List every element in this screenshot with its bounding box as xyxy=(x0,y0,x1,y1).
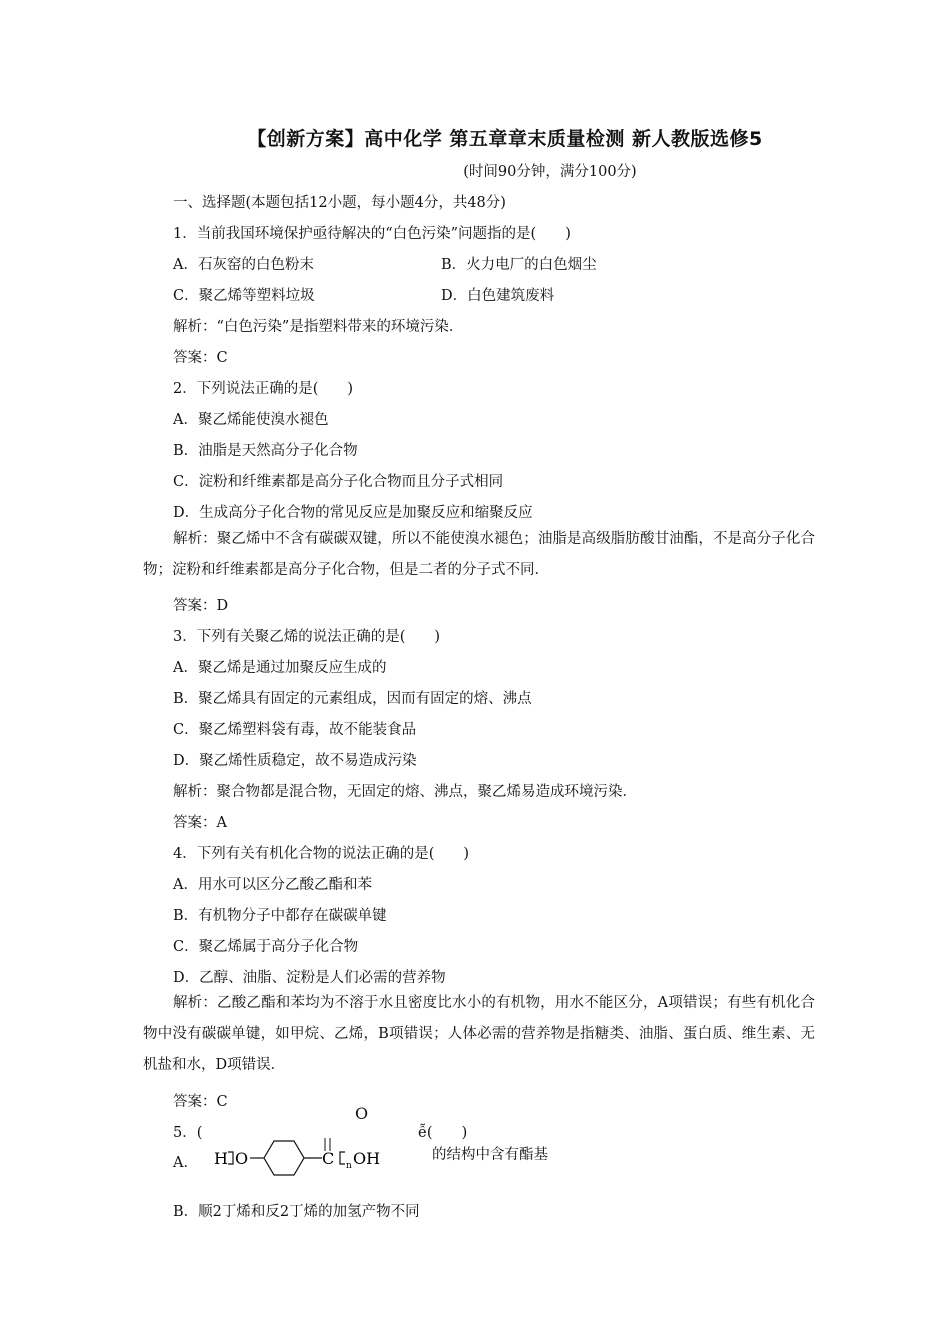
q4-option-b: B．有机物分子中都存在碳碳单键 xyxy=(173,908,387,924)
q4-stem: 4．下列有关有机化合物的说法正确的是( ) xyxy=(173,846,470,862)
q1-option-b: B．火力电厂的白色烟尘 xyxy=(441,257,597,273)
formula-h: H xyxy=(214,1149,228,1168)
q4-option-d: D．乙醇、油脂、淀粉是人们必需的营养物 xyxy=(173,970,446,986)
q3-option-c: C．聚乙烯塑料袋有毒，故不能装食品 xyxy=(173,722,417,738)
q5-option-b: B．顺2丁烯和反2丁烯的加氢产物不同 xyxy=(173,1204,420,1220)
q5-option-a-text: 的结构中含有酯基 xyxy=(432,1147,548,1163)
section-heading: 一、选择题(本题包括12小题，每小题4分，共48分) xyxy=(173,195,506,211)
q5-option-a-label: A． xyxy=(173,1155,198,1171)
q4-option-c: C．聚乙烯属于高分子化合物 xyxy=(173,939,359,955)
q1-stem: 1．当前我国环境保护亟待解决的“白色污染”问题指的是( ) xyxy=(173,226,571,242)
formula-n: n xyxy=(346,1161,352,1171)
structural-formula xyxy=(212,1130,412,1180)
q3-option-b: B．聚乙烯具有固定的元素组成，因而有固定的熔、沸点 xyxy=(173,691,532,707)
q5-stem-right: ễ( ) xyxy=(418,1125,468,1141)
q2-stem: 2．下列说法正确的是( ) xyxy=(173,381,354,397)
q4-analysis: 解析：乙酸乙酯和苯均为不溶于水且密度比水小的有机物，用水不能区分，A项错误；有些有机化合物中没有碳碳单键，如甲烷、乙烯，B项错误；人体必需的营养物是指糖类、油脂、蛋白质、维生素、无机盐和水，D项错误． xyxy=(143,995,815,1073)
formula-o: O xyxy=(235,1149,249,1168)
formula-bracket-right xyxy=(340,1152,345,1164)
q2-option-a: A．聚乙烯能使溴水褪色 xyxy=(173,412,329,428)
q1-option-a: A．石灰窑的白色粉末 xyxy=(173,257,314,273)
q3-option-a: A．聚乙烯是通过加聚反应生成的 xyxy=(173,660,387,676)
q1-option-c: C．聚乙烯等塑料垃圾 xyxy=(173,288,315,304)
q1-option-d: D．白色建筑废料 xyxy=(441,288,555,304)
q1-analysis: 解析：“白色污染”是指塑料带来的环境污染． xyxy=(173,319,464,335)
formula-oh: OH xyxy=(353,1149,381,1168)
q2-analysis: 解析：聚乙烯中不含有碳碳双键，所以不能使溴水褪色；油脂是高级脂肪酸甘油酯，不是高分子化合物；淀粉和纤维素都是高分子化合物，但是二者的分子式不同． xyxy=(143,531,815,578)
page-title: 【创新方案】高中化学 第五章章末质量检测 新人教版选修5 xyxy=(247,128,763,150)
q2-answer: 答案：D xyxy=(173,598,229,614)
exam-time-note: (时间90分钟，满分100分) xyxy=(463,164,637,180)
formula-bracket-left xyxy=(228,1152,233,1164)
q2-option-b: B．油脂是天然高分子化合物 xyxy=(173,443,358,459)
benzene-ring xyxy=(264,1141,304,1175)
q3-analysis: 解析：聚合物都是混合物，无固定的熔、沸点，聚乙烯易造成环境污染． xyxy=(173,784,637,800)
q3-stem: 3．下列有关聚乙烯的说法正确的是( ) xyxy=(173,629,441,645)
q1-answer: 答案：C xyxy=(173,350,228,366)
q5-stem-left: 5．( xyxy=(173,1125,203,1141)
q3-answer: 答案：A xyxy=(173,815,227,831)
q2-option-d: D．生成高分子化合物的常见反应是加聚反应和缩聚反应 xyxy=(173,505,533,521)
formula-c: C xyxy=(322,1149,335,1168)
q4-option-a: A．用水可以区分乙酸乙酯和苯 xyxy=(173,877,372,893)
q2-option-c: C．淀粉和纤维素都是高分子化合物而且分子式相同 xyxy=(173,474,504,490)
q4-answer: 答案：C xyxy=(173,1094,228,1110)
formula-carbonyl-o: O xyxy=(355,1104,369,1123)
q3-option-d: D．聚乙烯性质稳定，故不易造成污染 xyxy=(173,753,417,769)
